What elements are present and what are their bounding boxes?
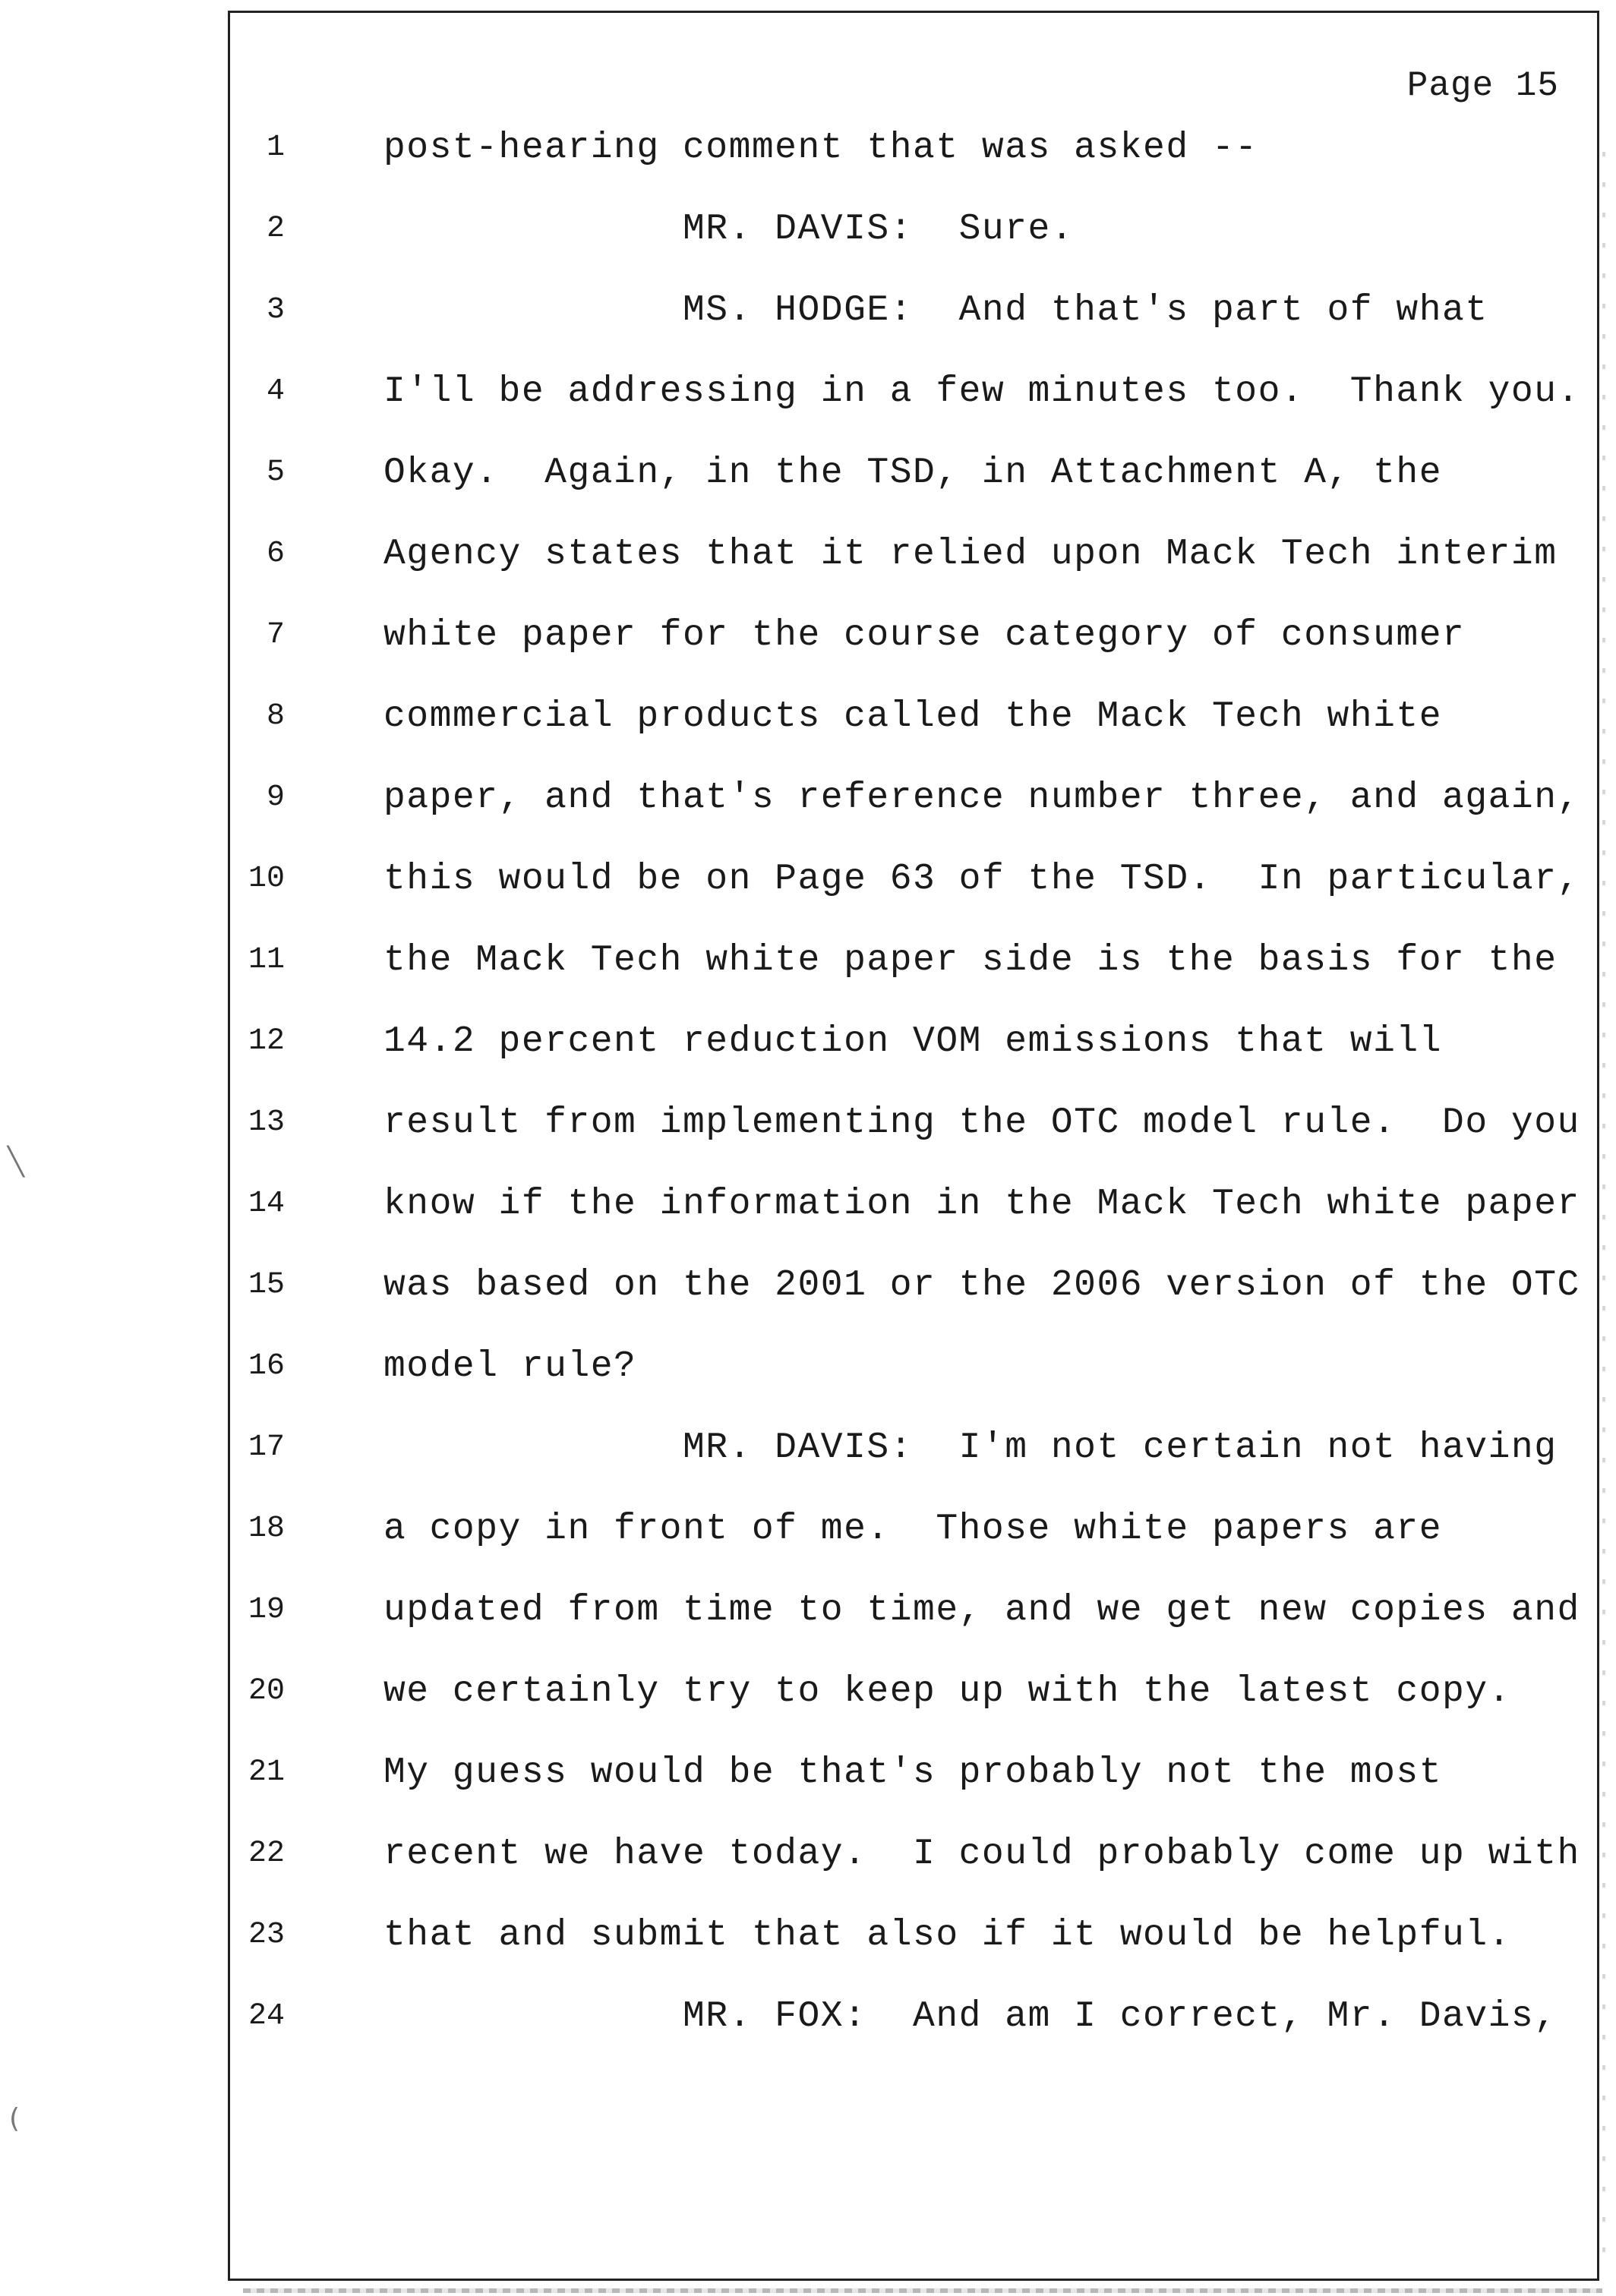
line-number: 23	[248, 1918, 285, 1952]
line-number: 6	[266, 537, 285, 571]
line-number: 20	[248, 1674, 285, 1708]
line-number: 9	[266, 781, 285, 815]
line-text: model rule?	[383, 1346, 637, 1387]
line-text: commercial products called the Mack Tech white	[383, 696, 1443, 737]
line-text: 14.2 percent reduction VOM emissions that will	[383, 1021, 1443, 1062]
line-text: a copy in front of me. Those white papers are	[383, 1509, 1443, 1550]
line-number: 24	[248, 1999, 285, 2033]
line-number: 11	[248, 943, 285, 977]
line-text: MR. DAVIS: I'm not certain not having	[383, 1427, 1558, 1468]
line-number: 7	[266, 618, 285, 652]
line-number: 17	[248, 1430, 285, 1465]
line-text: we certainly try to keep up with the latest copy.	[383, 1671, 1511, 1712]
line-text: My guess would be that's probably not the most	[383, 1752, 1443, 1793]
line-text: MS. HODGE: And that's part of what	[383, 290, 1488, 331]
line-number: 13	[248, 1105, 285, 1140]
line-number: 8	[266, 699, 285, 733]
line-number: 18	[248, 1512, 285, 1546]
line-text: updated from time to time, and we get new copies and	[383, 1590, 1580, 1631]
line-text: the Mack Tech white paper side is the basis for the	[383, 940, 1558, 981]
line-number: 5	[266, 456, 285, 490]
scan-edge-artifact-bottom	[243, 2288, 1602, 2293]
line-number: 12	[248, 1024, 285, 1058]
scan-edge-artifact-right	[1602, 152, 1605, 2263]
line-text: I'll be addressing in a few minutes too. Thank you.	[383, 371, 1580, 412]
line-number: 15	[248, 1268, 285, 1302]
line-text: recent we have today. I could probably come up with	[383, 1834, 1580, 1875]
line-number: 3	[266, 293, 285, 327]
line-number: 10	[248, 862, 285, 896]
line-text: that and submit that also if it would be helpful.	[383, 1915, 1511, 1956]
page-number: Page 15	[1406, 66, 1559, 106]
line-number: 21	[248, 1755, 285, 1790]
line-text: Agency states that it relied upon Mack Tech interim	[383, 534, 1558, 575]
line-text: MR. DAVIS: Sure.	[383, 209, 1075, 250]
line-text: Okay. Again, in the TSD, in Attachment A, the	[383, 453, 1443, 494]
line-text: white paper for the course category of consumer	[383, 615, 1466, 656]
line-text: post-hearing comment that was asked --	[383, 128, 1258, 169]
scan-mark-left-lower: (	[9, 2103, 21, 2134]
line-number: 4	[266, 374, 285, 408]
line-number: 16	[248, 1349, 285, 1383]
scan-mark-left: ╲	[8, 1146, 24, 1178]
line-number: 19	[248, 1593, 285, 1627]
line-text: know if the information in the Mack Tech white paper	[383, 1184, 1580, 1225]
line-text: result from implementing the OTC model rule. Do you	[383, 1102, 1580, 1143]
line-text: this would be on Page 63 of the TSD. In particular,	[383, 859, 1580, 900]
line-number: 22	[248, 1837, 285, 1871]
line-text: was based on the 2001 or the 2006 version of the OTC	[383, 1265, 1580, 1306]
line-number: 2	[266, 212, 285, 246]
line-number: 14	[248, 1187, 285, 1221]
line-text: MR. FOX: And am I correct, Mr. Davis,	[383, 1996, 1558, 2037]
line-number: 1	[266, 131, 285, 165]
line-text: paper, and that's reference number three, and again,	[383, 777, 1580, 818]
